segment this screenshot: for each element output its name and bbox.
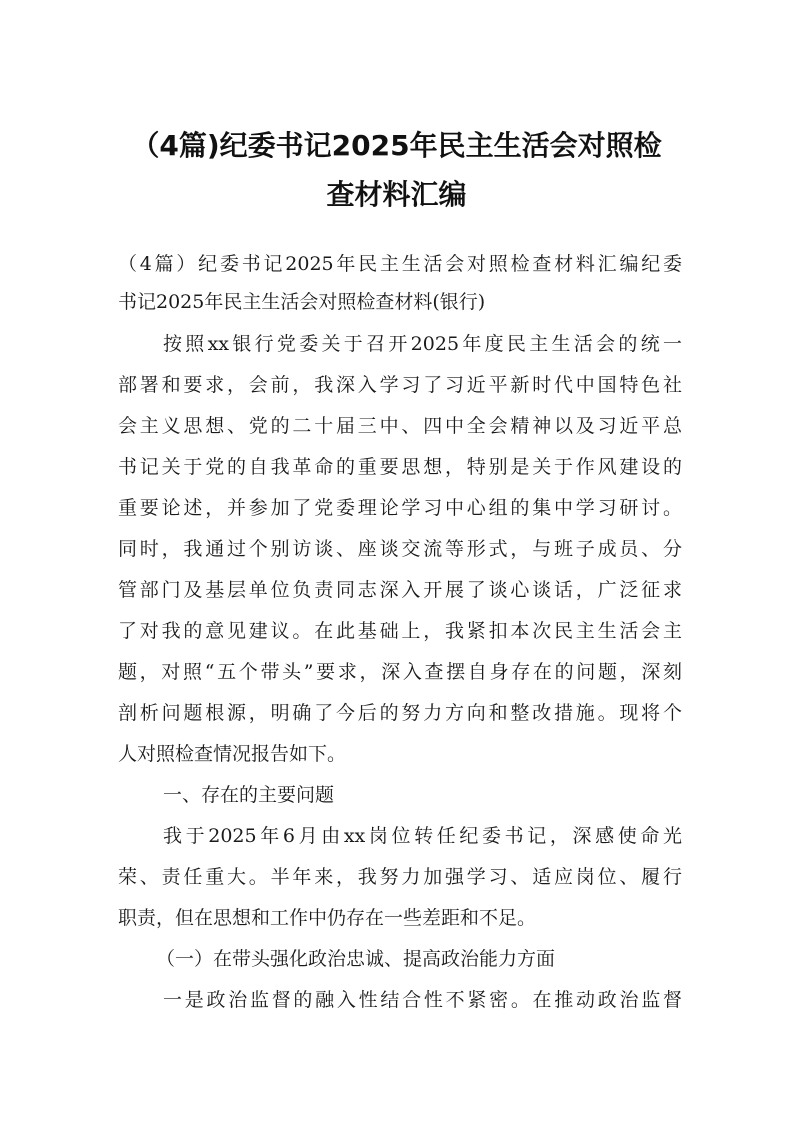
body-line-7: 重要论述，并参加了党委理论学习中心组的集中学习研讨。 — [118, 497, 682, 519]
subsection-heading-1: （一）在带头强化政治忠诚、提高政治能力方面 — [156, 948, 556, 970]
document-title-line-2: 查材料汇编 — [326, 178, 467, 211]
body-line-16: 荣、责任重大。半年来，我努力加强学习、适应岗位、履行 — [118, 866, 682, 888]
body-line-11: 题，对照“五个带头”要求，深入查摆自身存在的问题，深刻 — [118, 661, 682, 683]
body-line-12: 剖析问题根源，明确了今后的努力方向和整改措施。现将个 — [118, 702, 682, 724]
body-line-5: 会主义思想、党的二十届三中、四中全会精神以及习近平总 — [118, 415, 682, 437]
body-line-1: （4篇）纪委书记2025年民主生活会对照检查材料汇编纪委 — [118, 253, 682, 275]
body-line-15: 我于2025年6月由xx岗位转任纪委书记，深感使命光 — [163, 825, 682, 847]
section-heading-1: 一、存在的主要问题 — [163, 784, 335, 806]
body-line-3: 按照xx银行党委关于召开2025年度民主生活会的统一 — [163, 333, 682, 355]
body-line-2: 书记2025年民主生活会对照检查材料(银行) — [118, 291, 486, 313]
body-line-8: 同时，我通过个别访谈、座谈交流等形式，与班子成员、分 — [118, 538, 682, 560]
body-line-13: 人对照检查情况报告如下。 — [118, 743, 347, 765]
body-line-19: 一是政治监督的融入性结合性不紧密。在推动政治监督 — [163, 989, 682, 1011]
body-line-17: 职责，但在思想和工作中仍存在一些差距和不足。 — [118, 907, 537, 929]
body-line-6: 书记关于党的自我革命的重要思想，特别是关于作风建设的 — [118, 456, 682, 478]
document-title-line-1: （4篇)纪委书记2025年民主生活会对照检 — [131, 129, 662, 162]
body-line-10: 了对我的意见建议。在此基础上，我紧扣本次民主生活会主 — [118, 620, 682, 642]
body-line-4: 部署和要求，会前，我深入学习了习近平新时代中国特色社 — [118, 374, 682, 396]
body-line-9: 管部门及基层单位负责同志深入开展了谈心谈话，广泛征求 — [118, 579, 682, 601]
